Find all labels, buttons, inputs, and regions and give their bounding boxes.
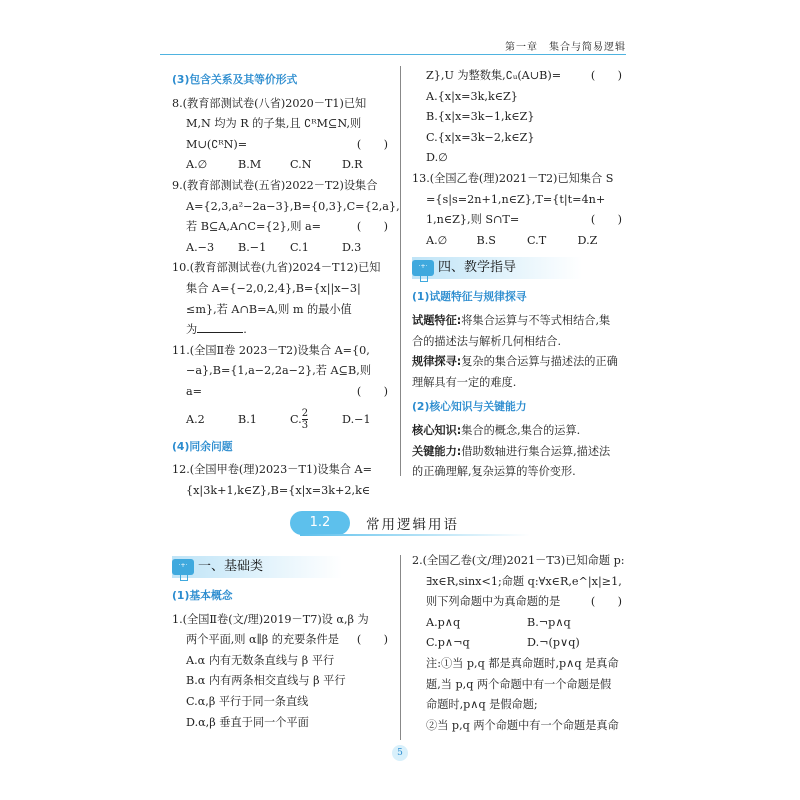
answer-parentheses: ( )	[590, 69, 622, 82]
question-line	[412, 373, 628, 394]
question-text: 11.(全国Ⅱ卷 2023－T2)设集合 A={0,	[172, 343, 370, 357]
answer-parentheses: ( )	[590, 595, 622, 609]
answer-option: B.−1	[238, 240, 267, 254]
answer-options	[412, 633, 628, 654]
question-stem	[172, 258, 394, 279]
banner-title: 一、基础类	[198, 558, 264, 574]
page-number: 5	[392, 745, 408, 761]
running-header: 第一章 集合与简易逻辑	[160, 38, 626, 55]
question-line	[172, 114, 394, 135]
section-number: 1.2	[290, 511, 350, 535]
answer-option: A.2	[186, 412, 205, 426]
answer-options	[172, 407, 394, 433]
answer-parentheses: ( )	[590, 213, 622, 227]
question-line	[172, 382, 394, 403]
question-line	[172, 630, 394, 651]
line-text: 集合 A={−2,0,2,4},B={x||x−3|	[186, 281, 361, 295]
answer-option: D.¬(p∨q)	[527, 636, 580, 650]
line-text: ={s|s=2n+1,n∈Z},T={t|t=4n+	[426, 192, 606, 206]
section-underline	[300, 534, 530, 536]
question-line	[172, 481, 394, 502]
question-stem	[172, 460, 394, 481]
subsection-heading: (3)包含关系及其等价形式	[172, 73, 298, 86]
question-line	[412, 654, 628, 675]
answer-options	[412, 231, 628, 252]
line-text: C.α,β 平行于同一条直线	[186, 694, 309, 708]
question-stem	[412, 551, 628, 572]
line-text: B.α 内有两条相交直线与 β 平行	[186, 674, 346, 688]
question-line	[172, 692, 394, 713]
question-text: 1.(全国Ⅱ卷(文/理)2019－T7)设 α,β 为	[172, 612, 369, 626]
line-text: 1,n∈Z},则 S∩T=	[426, 213, 520, 227]
question-line	[172, 300, 394, 321]
question-line	[172, 361, 394, 382]
answer-option-c	[290, 407, 342, 433]
question-stem	[172, 176, 394, 197]
question-text: 9.(教育部测试卷(五省)2022－T2)设集合	[172, 178, 378, 192]
answer-parentheses: ( )	[356, 137, 388, 151]
line-text: ≤m},若 A∩B=A,则 m 的最小值	[186, 302, 352, 316]
guidance-text: 将集合运算与不等式相结合,集	[461, 313, 611, 327]
subsection-heading: (4)同余问题	[172, 439, 233, 453]
question-stem	[172, 341, 394, 362]
guidance-label: 规律探寻:	[412, 355, 462, 369]
guidance-line	[412, 421, 628, 442]
banner-title: 四、教学指导	[438, 260, 517, 276]
question-text: 2.(全国乙卷(文/理)2021－T3)已知命题 p:	[412, 554, 625, 567]
line-text: {x|3k+1,k∈Z},B={x|x=3k+2,k∈	[186, 483, 371, 497]
subsection-heading: (2)核心知识与关键能力	[412, 400, 527, 414]
question-text: 13.(全国乙卷(理)2021－T2)已知集合 S	[412, 171, 614, 185]
bottom-right-column	[412, 551, 628, 736]
question-line	[412, 148, 628, 169]
answer-option: B.M	[238, 158, 262, 172]
question-text: 10.(教育部测试卷(九省)2024－T12)已知	[172, 261, 381, 275]
answer-option: B.¬p∧q	[527, 615, 571, 629]
line-text: 两个平面,则 α∥β 的充要条件是	[186, 633, 339, 647]
line-text: 为	[186, 323, 198, 337]
line-text: D.∅	[426, 151, 448, 165]
line-text: A.α 内有无数条直线与 β 平行	[186, 653, 335, 667]
question-line	[412, 210, 628, 231]
answer-option: C.1	[290, 240, 309, 254]
guidance-label: 试题特征:	[412, 313, 462, 327]
guidance-text: 借助数轴进行集合运算,描述法	[461, 444, 611, 458]
line-text: Z},U 为整数集,∁ᵤ(A∪B)=	[426, 69, 562, 82]
section-title: 常用逻辑用语	[366, 517, 459, 533]
question-line	[412, 87, 628, 108]
guidance-label: 关键能力:	[412, 444, 462, 458]
question-line	[412, 592, 628, 613]
answer-option: A.p∧q	[426, 615, 461, 629]
question-line	[412, 716, 628, 737]
guidance-line	[412, 352, 628, 373]
line-text: a=	[186, 384, 203, 398]
column-divider-bottom	[400, 555, 401, 740]
question-line	[172, 671, 394, 692]
line-text: 则下列命题中为真命题的是	[426, 595, 561, 609]
answer-parentheses: ( )	[356, 220, 388, 234]
line-text: A={2,3,a²−2a−3},B={0,3},C={2,a},	[186, 199, 400, 213]
guidance-label: 核心知识:	[412, 423, 462, 437]
line-text: ∃x∈R,sinx<1;命题 q:∀x∈R,e^|x|≥1,	[426, 574, 622, 588]
answer-option: C.T	[527, 233, 547, 247]
top-right-column	[412, 66, 628, 483]
question-line	[412, 572, 628, 593]
line-text: B.{x|x=3k−1,k∈Z}	[426, 110, 535, 124]
subsection-heading: (1)试题特征与规律探寻	[412, 290, 527, 304]
answer-option: B.1	[238, 412, 257, 426]
answer-option: D.3	[342, 240, 362, 254]
question-line	[412, 66, 628, 87]
column-divider	[400, 66, 401, 476]
top-left-column	[172, 66, 400, 501]
question-line	[412, 462, 628, 483]
question-line	[172, 135, 394, 156]
line-text: 的正确理解,复杂运算的等价变形.	[412, 465, 576, 479]
line-text: 命题时,p∧q 是假命题;	[426, 698, 538, 712]
answer-options	[412, 613, 628, 634]
fraction	[302, 408, 308, 431]
question-line: 为 .	[172, 320, 394, 341]
question-text: 12.(全国甲卷(理)2023－T1)设集合 A=	[172, 463, 372, 477]
answer-parentheses: ( )	[356, 384, 388, 398]
guidance-text: 复杂的集合运算与描述法的正确	[461, 355, 618, 369]
line-text: C.{x|x=3k−2,k∈Z}	[426, 130, 535, 144]
answer-option: D.−1	[342, 412, 371, 426]
question-line	[172, 217, 394, 238]
category-banner	[412, 257, 582, 279]
question-text: 8.(教育部测试卷(八省)2020－T1)已知	[172, 96, 367, 110]
line-text: 题,当 p,q 两个命题中有一个命题是假	[426, 677, 612, 691]
blackboard-icon: ·+·	[412, 260, 434, 276]
question-line	[412, 190, 628, 211]
answer-option: C.	[290, 412, 302, 426]
line-text: ②当 p,q 两个命题中有一个命题是真命	[426, 718, 619, 732]
guidance-line	[412, 311, 628, 332]
question-line	[172, 279, 394, 300]
line-text: A.{x|x=3k,k∈Z}	[426, 89, 518, 103]
question-line	[172, 197, 400, 218]
answer-blank	[197, 320, 243, 333]
question-line	[172, 713, 394, 734]
answer-options	[172, 238, 394, 259]
answer-option: B.S	[476, 233, 496, 247]
line-text: 注:①当 p,q 都是真命题时,p∧q 是真命	[426, 656, 619, 670]
line-text: M∪(∁ᴿN)=	[186, 137, 248, 151]
question-line	[172, 651, 394, 672]
answer-parentheses: ( )	[356, 633, 388, 647]
line-text: M,N 均为 R 的子集,且 ∁ᴿM⊆N,则	[186, 117, 362, 131]
line-text: 若 B⊆A,A∩C={2},则 a=	[186, 220, 322, 234]
question-line	[412, 332, 628, 353]
section-heading	[290, 508, 530, 538]
line-text: 合的描述法与解析几何相结合.	[412, 334, 561, 348]
subsection-heading: (1)基本概念	[172, 589, 233, 602]
question-line	[412, 107, 628, 128]
answer-option: D.Z	[577, 233, 598, 247]
answer-option: A.∅	[186, 158, 208, 172]
fraction-numerator: 2	[301, 408, 309, 419]
answer-option: C.p∧¬q	[426, 636, 470, 650]
category-banner	[172, 556, 342, 578]
guidance-text: 集合的概念,集合的运算.	[461, 423, 581, 437]
question-line	[412, 675, 628, 696]
answer-option: A.−3	[186, 240, 215, 254]
question-stem	[412, 169, 628, 190]
question-stem	[172, 94, 394, 115]
guidance-line	[412, 442, 628, 463]
bottom-left-column	[172, 550, 394, 733]
answer-options	[172, 155, 394, 176]
answer-option: D.R	[342, 158, 363, 172]
fraction-denominator: 3	[301, 420, 309, 431]
question-line	[412, 695, 628, 716]
question-line	[412, 128, 628, 149]
line-text: −a},B={1,a−2,2a−2},若 A⊆B,则	[186, 364, 371, 378]
answer-option: C.N	[290, 158, 312, 172]
line-text: 理解具有一定的难度.	[412, 375, 517, 389]
line-text: D.α,β 垂直于同一个平面	[186, 715, 309, 729]
question-stem	[172, 610, 394, 631]
blackboard-icon: ·+·	[172, 559, 194, 575]
answer-option: A.∅	[426, 233, 448, 247]
